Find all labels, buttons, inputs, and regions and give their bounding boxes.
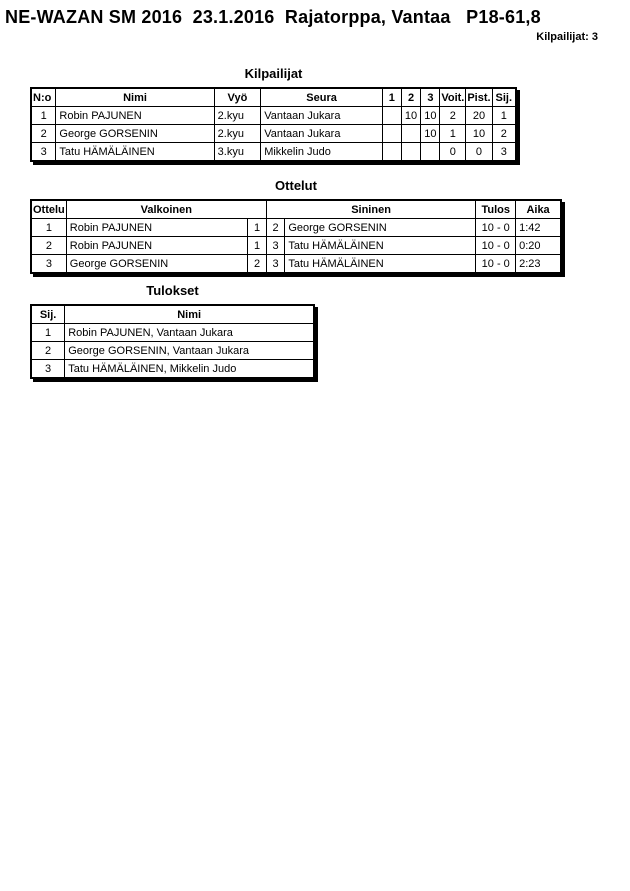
header-row bbox=[31, 305, 314, 324]
cell-sij: 3 bbox=[31, 360, 65, 379]
section-heading-ottelut: Ottelut bbox=[275, 178, 317, 193]
cell-sij: 2 bbox=[492, 125, 516, 143]
section-kilpailijat bbox=[30, 66, 517, 162]
table-row bbox=[31, 125, 516, 143]
cell-tulos: 10 - 0 bbox=[476, 255, 516, 274]
cell-no: 2 bbox=[31, 125, 56, 143]
cell-round1 bbox=[382, 107, 401, 125]
col-seura: Seura bbox=[261, 88, 383, 107]
table-row bbox=[31, 219, 561, 237]
competitors-count: Kilpailijat: 3 bbox=[536, 31, 598, 43]
header-row bbox=[31, 88, 516, 107]
cell-round2 bbox=[401, 125, 421, 143]
col-valkoinen: Valkoinen bbox=[66, 200, 266, 219]
section-tulokset bbox=[30, 283, 315, 379]
cell-round2: 10 bbox=[401, 107, 421, 125]
cell-tulos: 10 - 0 bbox=[476, 237, 516, 255]
cell-seura: Vantaan Jukara bbox=[261, 125, 383, 143]
cell-nimi: Robin PAJUNEN bbox=[56, 107, 214, 125]
cell-voit: 1 bbox=[440, 125, 466, 143]
kilpailijat-table bbox=[30, 87, 517, 162]
col-tulos: Tulos bbox=[476, 200, 516, 219]
table-row bbox=[31, 255, 561, 274]
cell-vyo: 2.kyu bbox=[214, 125, 261, 143]
table-row bbox=[31, 107, 516, 125]
table-row bbox=[31, 237, 561, 255]
col-sininen: Sininen bbox=[266, 200, 476, 219]
table-row bbox=[31, 143, 516, 162]
cell-round1 bbox=[382, 125, 401, 143]
cell-sininen: Tatu HÄMÄLÄINEN bbox=[285, 255, 476, 274]
section-heading-tulokset: Tulokset bbox=[146, 283, 199, 298]
cell-valkoinen: Robin PAJUNEN bbox=[66, 237, 247, 255]
cell-round3: 10 bbox=[421, 125, 440, 143]
cell-valkoinen-num: 1 bbox=[248, 237, 267, 255]
cell-seura: Vantaan Jukara bbox=[261, 107, 383, 125]
col-3: 3 bbox=[421, 88, 440, 107]
cell-valkoinen: Robin PAJUNEN bbox=[66, 219, 247, 237]
table-row bbox=[31, 342, 314, 360]
cell-sininen-num: 3 bbox=[266, 237, 285, 255]
col-vyo: Vyö bbox=[214, 88, 261, 107]
cell-vyo: 2.kyu bbox=[214, 107, 261, 125]
cell-tulos: 10 - 0 bbox=[476, 219, 516, 237]
cell-pist: 0 bbox=[466, 143, 492, 162]
cell-aika: 0:20 bbox=[516, 237, 561, 255]
cell-sininen: Tatu HÄMÄLÄINEN bbox=[285, 237, 476, 255]
cell-round2 bbox=[401, 143, 421, 162]
cell-voit: 0 bbox=[440, 143, 466, 162]
section-heading-kilpailijat: Kilpailijat bbox=[244, 66, 303, 81]
cell-sij: 2 bbox=[31, 342, 65, 360]
cell-no: 3 bbox=[31, 143, 56, 162]
cell-sij: 1 bbox=[492, 107, 516, 125]
tulokset-table bbox=[30, 304, 315, 379]
cell-valkoinen-num: 1 bbox=[248, 219, 267, 237]
cell-ottelu: 1 bbox=[31, 219, 66, 237]
cell-round1 bbox=[382, 143, 401, 162]
cell-sij: 3 bbox=[492, 143, 516, 162]
cell-valkoinen: George GORSENIN bbox=[66, 255, 247, 274]
table-row bbox=[31, 324, 314, 342]
col-nimi: Nimi bbox=[56, 88, 214, 107]
col-aika: Aika bbox=[516, 200, 561, 219]
page-title: NE-WAZAN SM 2016 23.1.2016 Rajatorppa, Vantaa P18-61,8 bbox=[5, 7, 541, 27]
cell-valkoinen-num: 2 bbox=[248, 255, 267, 274]
col-voit: Voit. bbox=[440, 88, 466, 107]
col-ottelu: Ottelu bbox=[31, 200, 66, 219]
cell-aika: 2:23 bbox=[516, 255, 561, 274]
col-1: 1 bbox=[382, 88, 401, 107]
col-no: N:o bbox=[31, 88, 56, 107]
cell-voit: 2 bbox=[440, 107, 466, 125]
cell-seura: Mikkelin Judo bbox=[261, 143, 383, 162]
section-ottelut bbox=[30, 178, 562, 274]
cell-sininen-num: 3 bbox=[266, 255, 285, 274]
col-sij: Sij. bbox=[31, 305, 65, 324]
cell-ottelu: 2 bbox=[31, 237, 66, 255]
col-nimi: Nimi bbox=[65, 305, 314, 324]
col-pist: Pist. bbox=[466, 88, 492, 107]
cell-nimi: Tatu HÄMÄLÄINEN, Mikkelin Judo bbox=[65, 360, 314, 379]
cell-aika: 1:42 bbox=[516, 219, 561, 237]
cell-sininen: George GORSENIN bbox=[285, 219, 476, 237]
cell-nimi: Tatu HÄMÄLÄINEN bbox=[56, 143, 214, 162]
cell-round3 bbox=[421, 143, 440, 162]
cell-nimi: Robin PAJUNEN, Vantaan Jukara bbox=[65, 324, 314, 342]
cell-pist: 10 bbox=[466, 125, 492, 143]
cell-sininen-num: 2 bbox=[266, 219, 285, 237]
ottelut-table bbox=[30, 199, 562, 274]
cell-no: 1 bbox=[31, 107, 56, 125]
cell-round3: 10 bbox=[421, 107, 440, 125]
cell-pist: 20 bbox=[466, 107, 492, 125]
table-row bbox=[31, 360, 314, 379]
cell-sij: 1 bbox=[31, 324, 65, 342]
cell-nimi: George GORSENIN, Vantaan Jukara bbox=[65, 342, 314, 360]
cell-ottelu: 3 bbox=[31, 255, 66, 274]
col-2: 2 bbox=[401, 88, 421, 107]
cell-vyo: 3.kyu bbox=[214, 143, 261, 162]
cell-nimi: George GORSENIN bbox=[56, 125, 214, 143]
header-row bbox=[31, 200, 561, 219]
col-sij: Sij. bbox=[492, 88, 516, 107]
